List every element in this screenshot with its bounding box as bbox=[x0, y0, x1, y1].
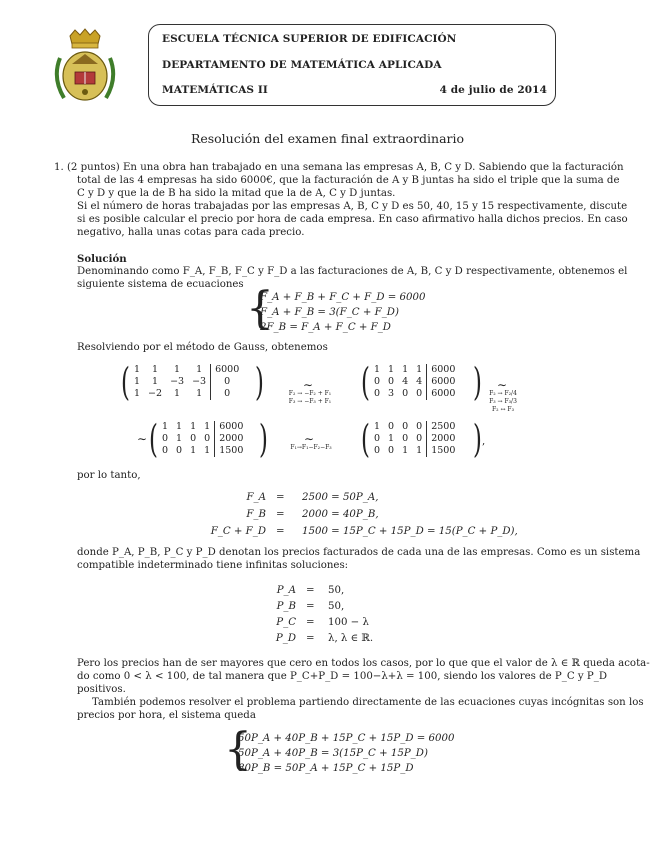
problem-line: Si el número de horas trabajadas por las empresas A, B, C y D es 50, 40, 15 y 15 respectivamente, discute bbox=[77, 201, 628, 212]
exam-date: 4 de julio de 2014 bbox=[439, 84, 547, 96]
system1-brace: { bbox=[246, 283, 274, 334]
problem-line: 1. (2 puntos) En una obra han trabajado en una semana las empresas A, B, C y D. Sabiendo que la facturación bbox=[54, 162, 624, 173]
equivalence-symbol: ∼ bbox=[137, 432, 148, 446]
matrix-1: 1 1 1 1 6000 1 1 −3 −3 0 1 −2 1 1 0 bbox=[130, 364, 243, 400]
result-lhs: F_A bbox=[246, 492, 266, 503]
problem-line: negativo, halla unas cotas para cada precio. bbox=[77, 227, 305, 238]
price-rhs: 50, bbox=[328, 601, 345, 612]
price-lhs: P_B bbox=[276, 601, 296, 612]
price-lhs: P_D bbox=[275, 633, 296, 644]
system1-eq: F_A + F_B + F_C + F_D = 6000 bbox=[260, 292, 426, 303]
result-lhs: F_C + F_D bbox=[210, 526, 266, 537]
row-op: F₃ → −F₃ + F₁ bbox=[288, 398, 332, 405]
row-op: F₂ ↔ F₃ bbox=[492, 406, 514, 413]
result-rhs: 2000 = 40P_B, bbox=[302, 509, 379, 520]
price-lhs: P_A bbox=[276, 585, 296, 596]
system1-eq: F_A + F_B = 3(F_C + F_D) bbox=[260, 307, 399, 318]
row-op: F₁→F₁−F₂−F₃ bbox=[290, 444, 332, 451]
equivalence-symbol: ∼ bbox=[303, 378, 314, 392]
department-name: DEPARTAMENTO DE MATEMÁTICA APLICADA bbox=[162, 59, 442, 71]
result-rhs: 2500 = 50P_A, bbox=[302, 492, 379, 503]
system2-eq: 50P_A + 40P_B + 15P_C + 15P_D = 6000 bbox=[238, 733, 455, 744]
prices-text-line: donde P_A, P_B, P_C y P_D denotan los precios facturados de cada una de las empresas. Como es un sistema bbox=[77, 547, 641, 558]
matrix-4: 1 0 0 0 2500 0 1 0 0 2000 0 0 1 1 1500 bbox=[370, 421, 459, 457]
row-op: F₂ → F₂/4 bbox=[489, 390, 517, 397]
bounds-text-line: do como 0 < λ < 100, de tal manera que P_C+P_D = 100−λ+λ = 100, siendo los valores de P_C y P_D positivos. bbox=[77, 671, 608, 695]
course-name: MATEMÁTICAS II bbox=[162, 84, 268, 96]
problem-line: C y D y que la de B ha sido la mitad que la de A, C y D juntas. bbox=[77, 188, 396, 199]
prices-text-line: compatible indeterminado tiene infinitas soluciones: bbox=[77, 560, 349, 571]
matrix-2: 1 1 1 1 6000 0 0 4 4 6000 0 3 0 0 6000 bbox=[370, 364, 459, 400]
row-op: F₂ → −F₂ + F₁ bbox=[288, 390, 332, 397]
row-op: F₃ → F₃/3 bbox=[489, 398, 517, 405]
therefore-text: por lo tanto, bbox=[77, 470, 141, 481]
gauss-intro: Resolviendo por el método de Gauss, obtenemos bbox=[77, 342, 328, 353]
solution-intro-line: Denominando como F_A, F_B, F_C y F_D a las facturaciones de A, B, C y D respectivamente, obtenemos el bbox=[77, 266, 628, 277]
system1-eq: 2F_B = F_A + F_C + F_D bbox=[260, 322, 391, 333]
solution-heading: Solución bbox=[77, 253, 127, 265]
price-rhs: 50, bbox=[328, 585, 345, 596]
result-lhs: F_B bbox=[246, 509, 266, 520]
problem-line: total de las 4 empresas ha sido 6000€, que la facturación de A y B juntas ha sido el triple que la suma de bbox=[77, 175, 620, 186]
price-rhs: λ, λ ∈ ℝ. bbox=[328, 633, 374, 644]
alt-text-line: precios por hora, el sistema queda bbox=[77, 710, 256, 721]
school-crest-logo bbox=[50, 28, 120, 106]
page-title: Resolución del examen final extraordinario bbox=[190, 131, 465, 146]
problem-line: si es posible calcular el precio por hora de cada empresa. En caso afirmativo halla dichos precios. En caso bbox=[77, 214, 628, 225]
system2-eq: 80P_B = 50P_A + 15P_C + 15P_D bbox=[238, 763, 414, 774]
result-rhs: 1500 = 15P_C + 15P_D = 15(P_C + P_D), bbox=[302, 526, 518, 537]
system2-eq: 50P_A + 40P_B = 3(15P_C + 15P_D) bbox=[238, 748, 428, 759]
school-name: ESCUELA TÉCNICA SUPERIOR DE EDIFICACIÓN bbox=[162, 33, 457, 45]
price-lhs: P_C bbox=[276, 617, 296, 628]
solution-intro-line: siguiente sistema de ecuaciones bbox=[77, 279, 244, 290]
matrix-3: 1 1 1 1 6000 0 1 0 0 2000 0 0 1 1 1500 bbox=[158, 421, 247, 457]
system2-brace: { bbox=[224, 724, 252, 775]
price-rhs: 100 − λ bbox=[328, 617, 369, 628]
equivalence-symbol: ∼ bbox=[304, 432, 315, 446]
equivalence-symbol: ∼ bbox=[497, 378, 508, 392]
bounds-text-line: Pero los precios han de ser mayores que cero en todos los casos, por lo que que el valor de λ ∈ ℝ queda acota- bbox=[77, 658, 650, 669]
alt-text-line: También podemos resolver el problema partiendo directamente de las ecuaciones cuyas incógnitas son los bbox=[92, 697, 644, 708]
